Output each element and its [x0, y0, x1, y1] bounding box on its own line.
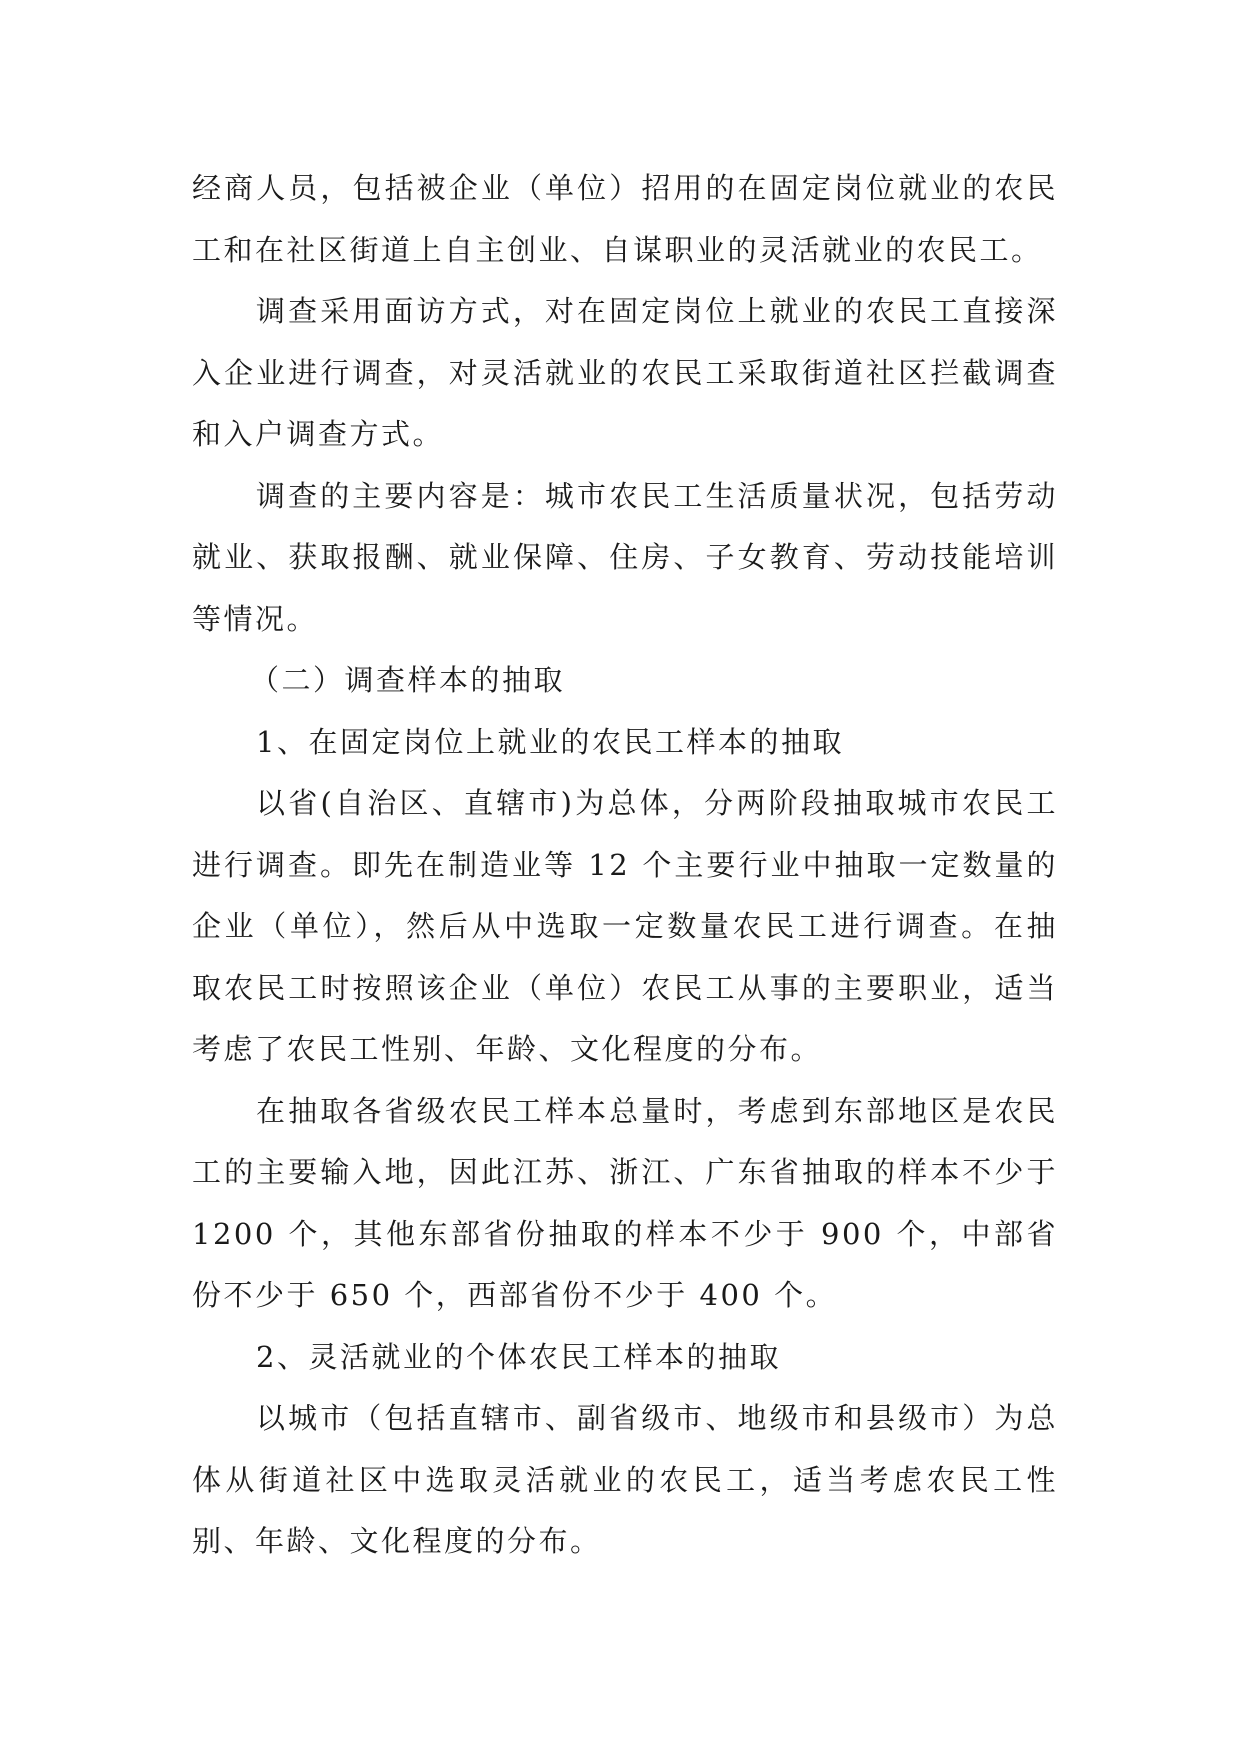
paragraph-survey-content: 调查的主要内容是：城市农民工生活质量状况，包括劳动就业、获取报酬、就业保障、住房、子女教育、劳动技能培训等情况。	[192, 478, 1058, 636]
paragraph-survey-method: 调查采用面访方式，对在固定岗位上就业的农民工直接深入企业进行调查，对灵活就业的农民工采取街道社区拦截调查和入户调查方式。	[192, 294, 1058, 451]
paragraph-respondent-scope: 经商人员，包括被企业（单位）招用的在固定岗位就业的农民工和在社区街道上自主创业、自谋职业的灵活就业的农民工。	[192, 171, 1058, 267]
paragraph-sample-size: 在抽取各省级农民工样本总量时，考虑到东部地区是农民工的主要输入地，因此江苏、浙江、广东省抽取的样本不少于 1200 个，其他东部省份抽取的样本不少于 900 个，中部省份不少于 650 个，西部省份不少于 400 个。	[192, 1093, 1058, 1312]
paragraph-fixed-post-sampling: 以省(自治区、直辖市)为总体，分两阶段抽取城市农民工进行调查。即先在制造业等 12 个主要行业中抽取一定数量的企业（单位），然后从中选取一定数量农民工进行调查。在抽取农民工时按照该企业（单位）农民工从事的主要职业，适当考虑了农民工性别、年龄、文化程度的分布。	[192, 786, 1058, 1066]
section-heading-sampling: （二）调查样本的抽取	[250, 663, 566, 697]
subsection-heading-fixed-post: 1、在固定岗位上就业的农民工样本的抽取	[256, 724, 844, 759]
subsection-heading-flexible: 2、灵活就业的个体农民工样本的抽取	[256, 1339, 781, 1374]
document-body	[192, 158, 1058, 1573]
paragraph-flexible-sampling: 以城市（包括直辖市、副省级市、地级市和县级市）为总体从街道社区中选取灵活就业的农民工，适当考虑农民工性别、年龄、文化程度的分布。	[192, 1401, 1058, 1558]
